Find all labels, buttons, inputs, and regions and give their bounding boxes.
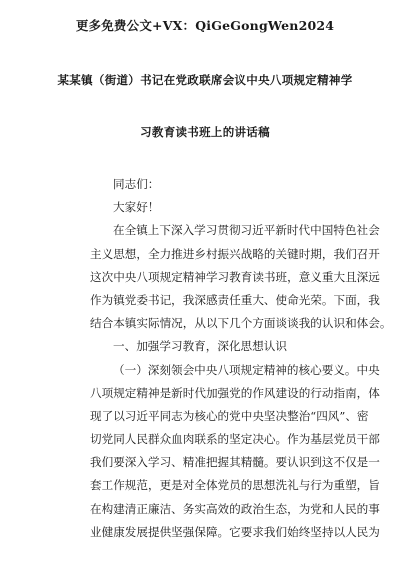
promo-banner: 更多免费公文+VX：QiGeGongWen2024	[75, 18, 335, 33]
body-line: 在全镇上下深入学习贯彻习近平新时代中国特色社会	[113, 223, 380, 238]
body-line: 我们要深入学习、精准把握其精髓。要认识到这不仅是一	[90, 455, 380, 470]
body-line: 八项规定精神是新时代加强党的作风建设的行动指南，体	[90, 385, 380, 400]
body-line: 作为镇党委书记，我深感责任重大、使命光荣。下面，我	[90, 292, 380, 307]
body-line: 套工作规范，更是对全体党员的思想洗礼与行为重塑，旨	[90, 478, 380, 493]
body-line: 切党同人民群众血肉联系的坚定决心。作为基层党员干部	[90, 432, 380, 447]
body-line: 业健康发展提供坚强保障。它要求我们始终坚持以人民为	[90, 524, 380, 539]
body-line: 现了以习近平同志为核心的党中央坚决整治“四风”、密	[90, 408, 369, 423]
document-body	[90, 173, 392, 544]
body-line: 在构建清正廉洁、务实高效的政治生态，为党和人民的事	[90, 501, 380, 516]
body-line: 一、加强学习教育，深化思想认识	[113, 339, 287, 354]
document-title-line-1: 某某镇（街道）书记在党政联席会议中央八项规定精神学	[57, 73, 353, 87]
document-title-line-2: 习教育读书班上的讲话稿	[140, 125, 270, 139]
body-line: （一）深刻领会中央八项规定精神的核心要义。中央	[113, 362, 380, 377]
body-line: 大家好！	[113, 200, 160, 215]
body-line: 主义思想，全力推进乡村振兴战略的关键时期，我们召开	[90, 246, 380, 261]
body-line: 结合本镇实际情况，从以下几个方面谈谈我的认识和体会。	[90, 316, 392, 331]
body-line: 同志们：	[113, 177, 160, 191]
body-line: 这次中央八项规定精神学习教育读书班，意义重大且深远	[90, 269, 380, 284]
